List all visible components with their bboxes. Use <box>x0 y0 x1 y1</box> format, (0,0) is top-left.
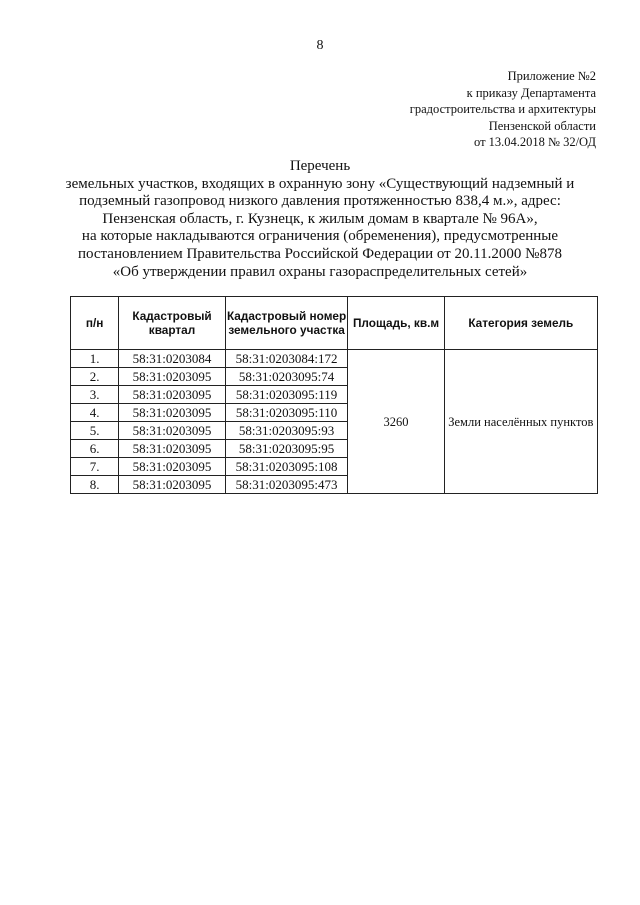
cell-land-category: Земли населённых пунктов <box>444 350 597 494</box>
cell-quarter: 58:31:0203095 <box>119 458 225 476</box>
appendix-line: Пензенской области <box>488 118 596 133</box>
cell-quarter: 58:31:0203095 <box>119 440 225 458</box>
header-number: п/н <box>71 297 119 350</box>
cell-quarter: 58:31:0203095 <box>119 404 225 422</box>
cell-number: 8. <box>71 476 119 494</box>
title-line: земельных участков, входящих в охранную зону «Существующий надземный и <box>65 175 575 192</box>
cell-cadastral-number: 58:31:0203095:108 <box>225 458 348 476</box>
cell-quarter: 58:31:0203095 <box>119 422 225 440</box>
cell-number: 1. <box>71 350 119 368</box>
cell-number: 6. <box>71 440 119 458</box>
cell-quarter: 58:31:0203095 <box>119 368 225 386</box>
appendix-line: к приказу Департамента <box>466 85 596 100</box>
title-line: «Об утверждении правил охраны газораспределительных сетей» <box>112 263 528 280</box>
cell-cadastral-number: 58:31:0203095:119 <box>225 386 348 404</box>
table-row <box>71 350 598 368</box>
cell-quarter: 58:31:0203095 <box>119 476 225 494</box>
cell-number: 2. <box>71 368 119 386</box>
table-header-row <box>71 297 598 350</box>
appendix-block <box>276 68 596 151</box>
cell-cadastral-number: 58:31:0203095:110 <box>225 404 348 422</box>
cell-cadastral-number: 58:31:0203095:473 <box>225 476 348 494</box>
cell-number: 5. <box>71 422 119 440</box>
cell-quarter: 58:31:0203095 <box>119 386 225 404</box>
cell-cadastral-number: 58:31:0203084:172 <box>225 350 348 368</box>
header-land-category: Категория земель <box>444 297 597 350</box>
list-title <box>0 158 640 281</box>
title-line: постановлением Правительства Российской Федерации от 20.11.2000 №878 <box>78 245 562 262</box>
cell-area: 3260 <box>348 350 444 494</box>
cell-number: 7. <box>71 458 119 476</box>
cell-quarter: 58:31:0203084 <box>119 350 225 368</box>
cell-cadastral-number: 58:31:0203095:74 <box>225 368 348 386</box>
cell-cadastral-number: 58:31:0203095:95 <box>225 440 348 458</box>
title-line: на которые накладываются ограничения (обременения), предусмотренные <box>81 228 559 245</box>
cell-cadastral-number: 58:31:0203095:93 <box>225 422 348 440</box>
header-area: Площадь, кв.м <box>348 297 444 350</box>
cell-number: 3. <box>71 386 119 404</box>
cell-number: 4. <box>71 404 119 422</box>
title-line: Пензенская область, г. Кузнецк, к жилым домам в квартале № 96А», <box>102 210 538 227</box>
appendix-line: от 13.04.2018 № 32/ОД <box>473 135 596 149</box>
title-line: подземный газопровод низкого давления протяженностью 838,4 м.», адрес: <box>79 193 561 210</box>
header-cadastral-number: Кадастровый номер земельного участка <box>225 297 348 350</box>
header-cadastral-quarter: Кадастровый квартал <box>119 297 225 350</box>
title-line: Перечень <box>289 158 351 174</box>
parcels-table <box>70 296 598 494</box>
page-number: 8 <box>316 38 324 53</box>
appendix-line: Приложение №2 <box>507 69 596 83</box>
appendix-line: градостроительства и архитектуры <box>409 102 596 116</box>
